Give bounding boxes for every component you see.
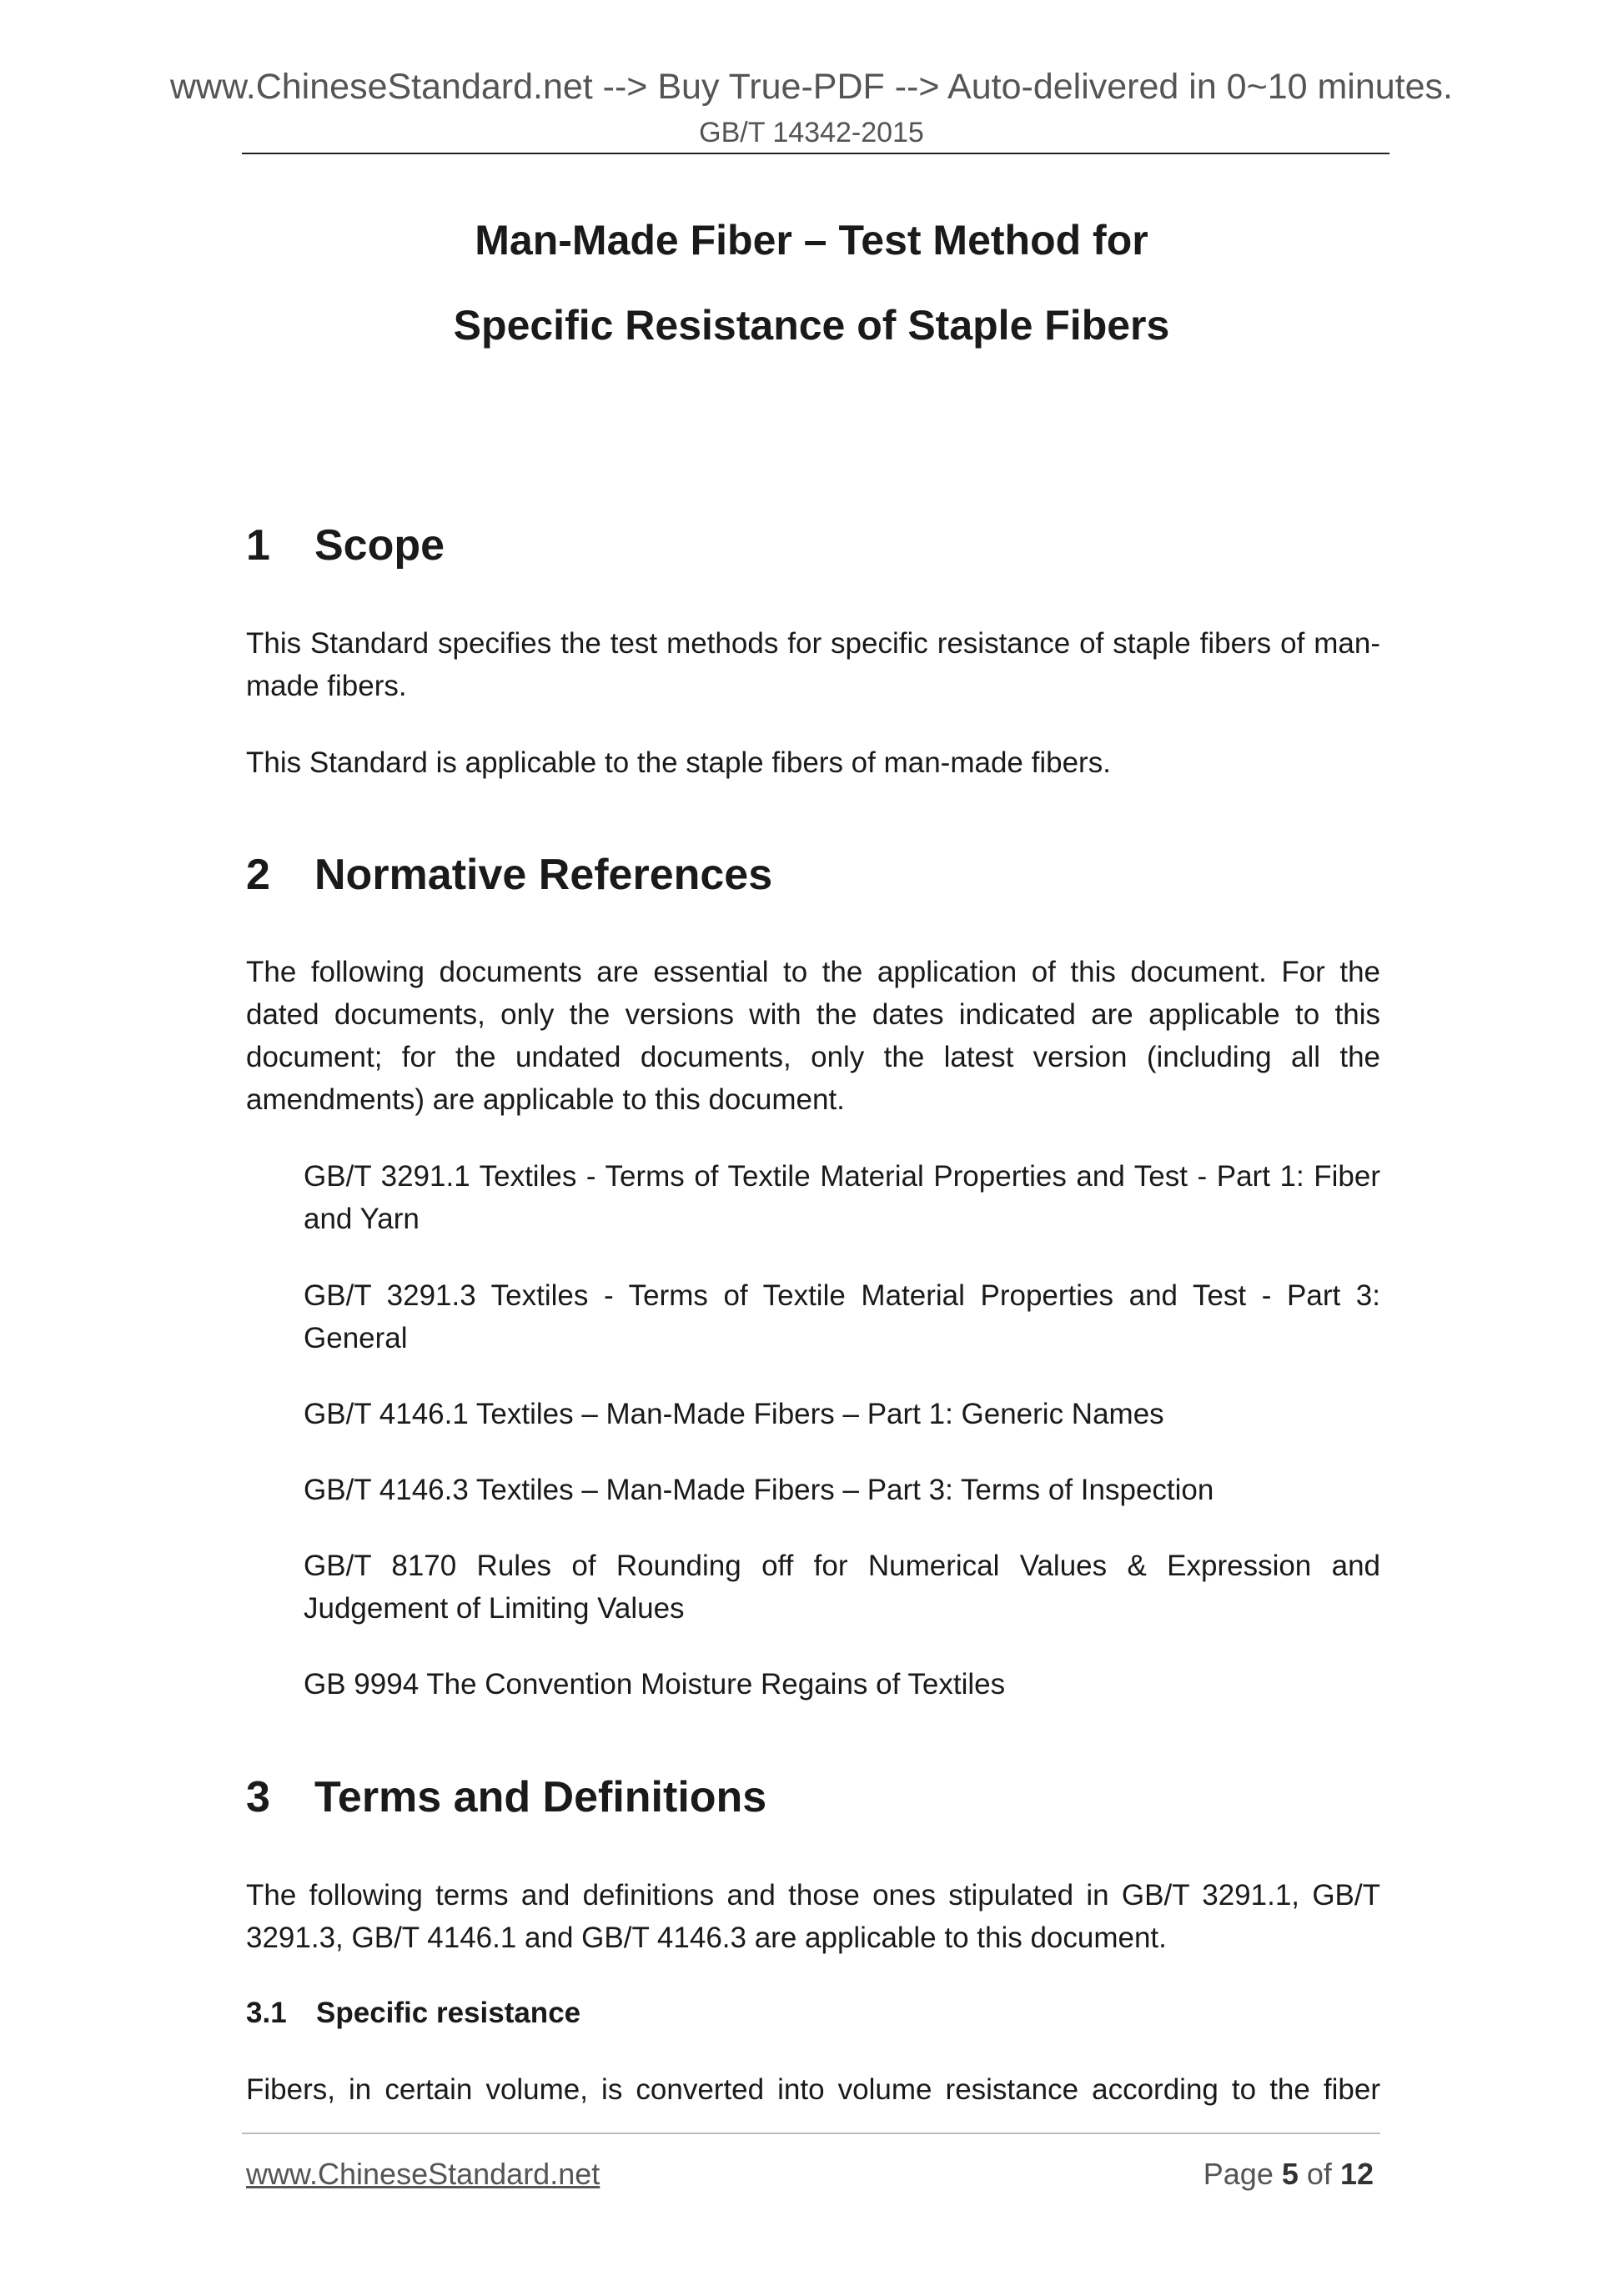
reference-item: GB/T 3291.3 Textiles - Terms of Textile Material Properties and Test - Part 3: General <box>304 1279 1380 1354</box>
section-3-number: 3 <box>246 1773 270 1821</box>
scope-paragraph-2: This Standard is applicable to the staple fibers of man-made fibers. <box>246 746 1111 779</box>
section-2-title: Normative References <box>314 851 773 899</box>
page-of-label: of <box>1306 2157 1332 2191</box>
reference-item: GB/T 4146.3 Textiles – Man-Made Fibers – Part 3: Terms of Inspection <box>304 1474 1214 1506</box>
reference-item: GB/T 8170 Rules of Rounding off for Numerical Values & Expression and Judgement of Limiting Values <box>304 1550 1380 1625</box>
section-1-number: 1 <box>246 521 270 570</box>
reference-item: GB 9994 The Convention Moisture Regains of Textiles <box>304 1668 1006 1701</box>
header-standard-number: GB/T 14342-2015 <box>699 117 924 148</box>
page-label: Page <box>1203 2157 1274 2191</box>
section-2-number: 2 <box>246 851 270 899</box>
header-banner: www.ChineseStandard.net --> Buy True-PDF --> Auto-delivered in 0~10 minutes. <box>169 67 1453 107</box>
footer-divider <box>242 2133 1380 2134</box>
section-3-heading <box>246 1771 766 1824</box>
document-title-line-2: Specific Resistance of Staple Fibers <box>453 302 1170 349</box>
reference-item: GB/T 4146.1 Textiles – Man-Made Fibers – Part 1: Generic Names <box>304 1398 1164 1430</box>
subsection-3-1-title: Specific resistance <box>316 1997 581 2029</box>
reference-item: GB/T 3291.1 Textiles - Terms of Textile Material Properties and Test - Part 1: Fiber and Yarn <box>304 1160 1380 1235</box>
page-current: 5 <box>1281 2157 1299 2191</box>
document-title-line-1: Man-Made Fiber – Test Method for <box>475 217 1148 264</box>
page-total: 12 <box>1339 2157 1374 2191</box>
section-3-title: Terms and Definitions <box>314 1773 767 1821</box>
subsection-3-1-heading <box>246 1992 580 2034</box>
section-2-heading <box>246 848 772 902</box>
footer-website-link[interactable]: www.ChineseStandard.net <box>246 2157 600 2191</box>
normative-intro: The following documents are essential to the application of this document. For the dated documents, only the versions with the dates indicated are applicable to this document; for the undated documents, only the latest version (including all the amendments) are applicable to this document. <box>246 956 1380 1116</box>
header-divider <box>242 153 1389 154</box>
terms-intro: The following terms and definitions and those ones stipulated in GB/T 3291.1, GB/T 3291.3, GB/T 4146.1 and GB/T 4146.3 are applicable to this document. <box>246 1879 1380 1954</box>
subsection-3-1-number: 3.1 <box>246 1997 287 2029</box>
specific-resistance-definition: Fibers, in certain volume, is converted into volume resistance according to the fiber <box>246 2073 1380 2106</box>
page-indicator <box>1203 2154 1374 2194</box>
section-1-title: Scope <box>314 521 445 570</box>
scope-paragraph-1: This Standard specifies the test methods for specific resistance of staple fibers of man-made fibers. <box>246 627 1380 702</box>
section-1-heading <box>246 519 445 572</box>
